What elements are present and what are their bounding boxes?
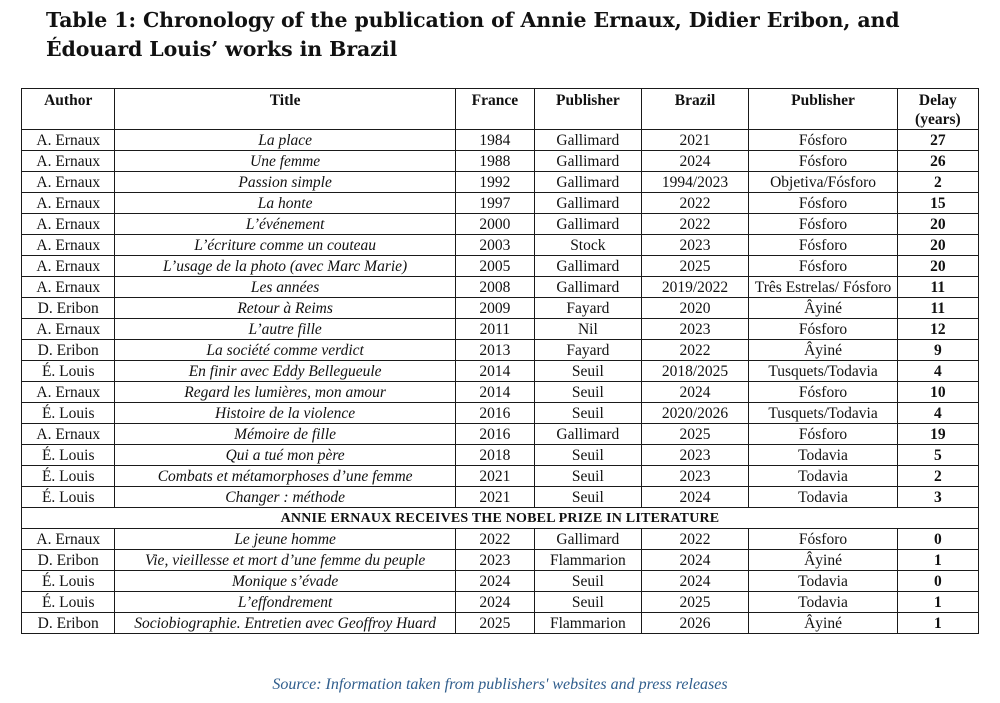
cell-france: 2000 — [455, 214, 534, 235]
header-delay: Delay (years) — [897, 89, 978, 130]
cell-title: Regard les lumières, mon amour — [115, 382, 455, 403]
cell-publisher-fr: Flammarion — [535, 550, 642, 571]
table-row — [22, 319, 979, 340]
cell-title: L’écriture comme un couteau — [115, 235, 455, 256]
table-row — [22, 172, 979, 193]
cell-brazil: 2024 — [641, 550, 749, 571]
cell-publisher-fr: Seuil — [535, 445, 642, 466]
cell-title: En finir avec Eddy Bellegueule — [115, 361, 455, 382]
cell-title: La place — [115, 130, 455, 151]
table-caption: Table 1: Chronology of the publication of Annie Ernaux, Didier Eribon, and Édouard Louis’ works in Brazil — [46, 8, 900, 61]
cell-brazil: 2025 — [641, 256, 749, 277]
cell-france: 2011 — [455, 319, 534, 340]
header-row — [22, 89, 979, 130]
cell-publisher-br: Fósforo — [749, 319, 897, 340]
header-publisher-brazil: Publisher — [749, 89, 897, 130]
cell-france: 2024 — [455, 571, 534, 592]
cell-author: A. Ernaux — [22, 151, 115, 172]
cell-publisher-br: Fósforo — [749, 382, 897, 403]
cell-france: 1992 — [455, 172, 534, 193]
cell-author: A. Ernaux — [22, 424, 115, 445]
cell-delay: 4 — [897, 361, 978, 382]
cell-publisher-fr: Fayard — [535, 298, 642, 319]
cell-delay: 1 — [897, 550, 978, 571]
cell-publisher-br: Três Estrelas/ Fósforo — [749, 277, 897, 298]
cell-publisher-fr: Seuil — [535, 466, 642, 487]
cell-title: Sociobiographie. Entretien avec Geoffroy Huard — [115, 613, 455, 634]
cell-author: A. Ernaux — [22, 193, 115, 214]
cell-france: 2018 — [455, 445, 534, 466]
table-row — [22, 235, 979, 256]
cell-delay: 1 — [897, 613, 978, 634]
cell-title: L’usage de la photo (avec Marc Marie) — [115, 256, 455, 277]
cell-publisher-fr: Gallimard — [535, 424, 642, 445]
cell-france: 2022 — [455, 529, 534, 550]
cell-author: A. Ernaux — [22, 235, 115, 256]
cell-delay: 20 — [897, 214, 978, 235]
cell-publisher-fr: Gallimard — [535, 529, 642, 550]
cell-delay: 0 — [897, 529, 978, 550]
cell-publisher-fr: Seuil — [535, 361, 642, 382]
table-row — [22, 340, 979, 361]
cell-author: A. Ernaux — [22, 130, 115, 151]
cell-delay: 12 — [897, 319, 978, 340]
table-row — [22, 487, 979, 508]
table-row — [22, 151, 979, 172]
table-row — [22, 256, 979, 277]
source-note: Source: Information taken from publishers' websites and press releases — [272, 676, 728, 693]
cell-author: É. Louis — [22, 361, 115, 382]
cell-author: É. Louis — [22, 445, 115, 466]
cell-delay: 4 — [897, 403, 978, 424]
cell-author: A. Ernaux — [22, 382, 115, 403]
cell-publisher-br: Âyiné — [749, 613, 897, 634]
cell-publisher-br: Âyiné — [749, 298, 897, 319]
table-row — [22, 382, 979, 403]
table-row — [22, 403, 979, 424]
cell-brazil: 2022 — [641, 340, 749, 361]
cell-publisher-br: Todavia — [749, 592, 897, 613]
table-row — [22, 277, 979, 298]
table-body — [22, 130, 979, 634]
cell-title: Mémoire de fille — [115, 424, 455, 445]
header-title: Title — [115, 89, 455, 130]
cell-brazil: 2022 — [641, 214, 749, 235]
cell-publisher-br: Tusquets/Todavia — [749, 361, 897, 382]
cell-publisher-br: Fósforo — [749, 151, 897, 172]
cell-france: 2013 — [455, 340, 534, 361]
cell-france: 1988 — [455, 151, 534, 172]
cell-author: É. Louis — [22, 592, 115, 613]
cell-title: Histoire de la violence — [115, 403, 455, 424]
cell-delay: 19 — [897, 424, 978, 445]
cell-title: Passion simple — [115, 172, 455, 193]
cell-publisher-br: Fósforo — [749, 424, 897, 445]
cell-author: D. Eribon — [22, 550, 115, 571]
cell-title: Une femme — [115, 151, 455, 172]
cell-delay: 15 — [897, 193, 978, 214]
table-row — [22, 529, 979, 550]
cell-brazil: 2025 — [641, 424, 749, 445]
cell-delay: 2 — [897, 466, 978, 487]
header-publisher-france: Publisher — [535, 89, 642, 130]
cell-brazil: 1994/2023 — [641, 172, 749, 193]
cell-publisher-br: Fósforo — [749, 256, 897, 277]
cell-france: 2014 — [455, 382, 534, 403]
cell-publisher-br: Fósforo — [749, 130, 897, 151]
nobel-prize-label: ANNIE ERNAUX RECEIVES THE NOBEL PRIZE IN LITERATURE — [22, 508, 979, 529]
cell-author: A. Ernaux — [22, 277, 115, 298]
cell-author: A. Ernaux — [22, 256, 115, 277]
cell-brazil: 2026 — [641, 613, 749, 634]
cell-france: 2016 — [455, 424, 534, 445]
cell-france: 2005 — [455, 256, 534, 277]
cell-delay: 20 — [897, 235, 978, 256]
cell-author: A. Ernaux — [22, 172, 115, 193]
cell-delay: 0 — [897, 571, 978, 592]
publication-table — [21, 88, 979, 634]
cell-publisher-fr: Fayard — [535, 340, 642, 361]
cell-brazil: 2020 — [641, 298, 749, 319]
cell-title: La société comme verdict — [115, 340, 455, 361]
cell-publisher-br: Todavia — [749, 487, 897, 508]
header-author: Author — [22, 89, 115, 130]
cell-brazil: 2023 — [641, 445, 749, 466]
header-brazil: Brazil — [641, 89, 749, 130]
cell-publisher-fr: Stock — [535, 235, 642, 256]
cell-france: 2008 — [455, 277, 534, 298]
cell-publisher-fr: Seuil — [535, 487, 642, 508]
cell-title: Qui a tué mon père — [115, 445, 455, 466]
cell-publisher-fr: Seuil — [535, 403, 642, 424]
cell-publisher-fr: Gallimard — [535, 130, 642, 151]
nobel-prize-row — [22, 508, 979, 529]
cell-france: 2024 — [455, 592, 534, 613]
cell-publisher-br: Fósforo — [749, 235, 897, 256]
cell-france: 2025 — [455, 613, 534, 634]
cell-france: 2009 — [455, 298, 534, 319]
cell-brazil: 2023 — [641, 235, 749, 256]
table-row — [22, 424, 979, 445]
cell-delay: 5 — [897, 445, 978, 466]
table-row — [22, 466, 979, 487]
cell-publisher-br: Todavia — [749, 445, 897, 466]
cell-author: A. Ernaux — [22, 529, 115, 550]
cell-publisher-br: Fósforo — [749, 529, 897, 550]
cell-title: L’effondrement — [115, 592, 455, 613]
cell-publisher-br: Todavia — [749, 466, 897, 487]
cell-publisher-fr: Gallimard — [535, 193, 642, 214]
cell-brazil: 2019/2022 — [641, 277, 749, 298]
table-row — [22, 550, 979, 571]
table-row — [22, 571, 979, 592]
cell-publisher-br: Todavia — [749, 571, 897, 592]
cell-title: L’autre fille — [115, 319, 455, 340]
cell-publisher-fr: Gallimard — [535, 256, 642, 277]
cell-delay: 26 — [897, 151, 978, 172]
cell-france: 2021 — [455, 487, 534, 508]
cell-brazil: 2022 — [641, 193, 749, 214]
cell-publisher-fr: Gallimard — [535, 277, 642, 298]
cell-delay: 2 — [897, 172, 978, 193]
header-france: France — [455, 89, 534, 130]
cell-publisher-br: Fósforo — [749, 193, 897, 214]
cell-author: A. Ernaux — [22, 319, 115, 340]
cell-brazil: 2020/2026 — [641, 403, 749, 424]
cell-delay: 9 — [897, 340, 978, 361]
cell-brazil: 2024 — [641, 571, 749, 592]
cell-brazil: 2018/2025 — [641, 361, 749, 382]
cell-publisher-br: Âyiné — [749, 550, 897, 571]
cell-title: La honte — [115, 193, 455, 214]
cell-france: 1984 — [455, 130, 534, 151]
cell-title: Changer : méthode — [115, 487, 455, 508]
cell-author: D. Eribon — [22, 298, 115, 319]
table-row — [22, 298, 979, 319]
cell-publisher-fr: Gallimard — [535, 214, 642, 235]
cell-france: 2003 — [455, 235, 534, 256]
cell-title: Vie, vieillesse et mort d’une femme du peuple — [115, 550, 455, 571]
cell-france: 1997 — [455, 193, 534, 214]
cell-author: A. Ernaux — [22, 214, 115, 235]
cell-delay: 11 — [897, 298, 978, 319]
cell-author: É. Louis — [22, 466, 115, 487]
cell-author: D. Eribon — [22, 613, 115, 634]
cell-brazil: 2023 — [641, 319, 749, 340]
cell-title: Retour à Reims — [115, 298, 455, 319]
cell-publisher-fr: Nil — [535, 319, 642, 340]
cell-title: Les années — [115, 277, 455, 298]
cell-author: É. Louis — [22, 487, 115, 508]
cell-title: Monique s’évade — [115, 571, 455, 592]
cell-brazil: 2024 — [641, 487, 749, 508]
table-row — [22, 592, 979, 613]
cell-publisher-fr: Flammarion — [535, 613, 642, 634]
cell-brazil: 2025 — [641, 592, 749, 613]
cell-brazil: 2021 — [641, 130, 749, 151]
cell-france: 2023 — [455, 550, 534, 571]
cell-brazil: 2024 — [641, 151, 749, 172]
table-row — [22, 214, 979, 235]
cell-brazil: 2022 — [641, 529, 749, 550]
cell-author: É. Louis — [22, 571, 115, 592]
cell-author: D. Eribon — [22, 340, 115, 361]
cell-delay: 3 — [897, 487, 978, 508]
cell-publisher-fr: Gallimard — [535, 151, 642, 172]
cell-brazil: 2024 — [641, 382, 749, 403]
table-row — [22, 613, 979, 634]
table-row — [22, 445, 979, 466]
cell-publisher-fr: Gallimard — [535, 172, 642, 193]
cell-publisher-fr: Seuil — [535, 571, 642, 592]
cell-delay: 27 — [897, 130, 978, 151]
cell-publisher-fr: Seuil — [535, 382, 642, 403]
table-row — [22, 361, 979, 382]
cell-title: L’événement — [115, 214, 455, 235]
cell-brazil: 2023 — [641, 466, 749, 487]
table-row — [22, 193, 979, 214]
cell-france: 2021 — [455, 466, 534, 487]
cell-delay: 11 — [897, 277, 978, 298]
cell-delay: 1 — [897, 592, 978, 613]
cell-publisher-br: Tusquets/Todavia — [749, 403, 897, 424]
cell-author: É. Louis — [22, 403, 115, 424]
table-row — [22, 130, 979, 151]
cell-title: Le jeune homme — [115, 529, 455, 550]
cell-delay: 20 — [897, 256, 978, 277]
cell-publisher-fr: Seuil — [535, 592, 642, 613]
cell-publisher-br: Âyiné — [749, 340, 897, 361]
cell-title: Combats et métamorphoses d’une femme — [115, 466, 455, 487]
cell-france: 2016 — [455, 403, 534, 424]
cell-france: 2014 — [455, 361, 534, 382]
cell-publisher-br: Objetiva/Fósforo — [749, 172, 897, 193]
cell-publisher-br: Fósforo — [749, 214, 897, 235]
cell-delay: 10 — [897, 382, 978, 403]
